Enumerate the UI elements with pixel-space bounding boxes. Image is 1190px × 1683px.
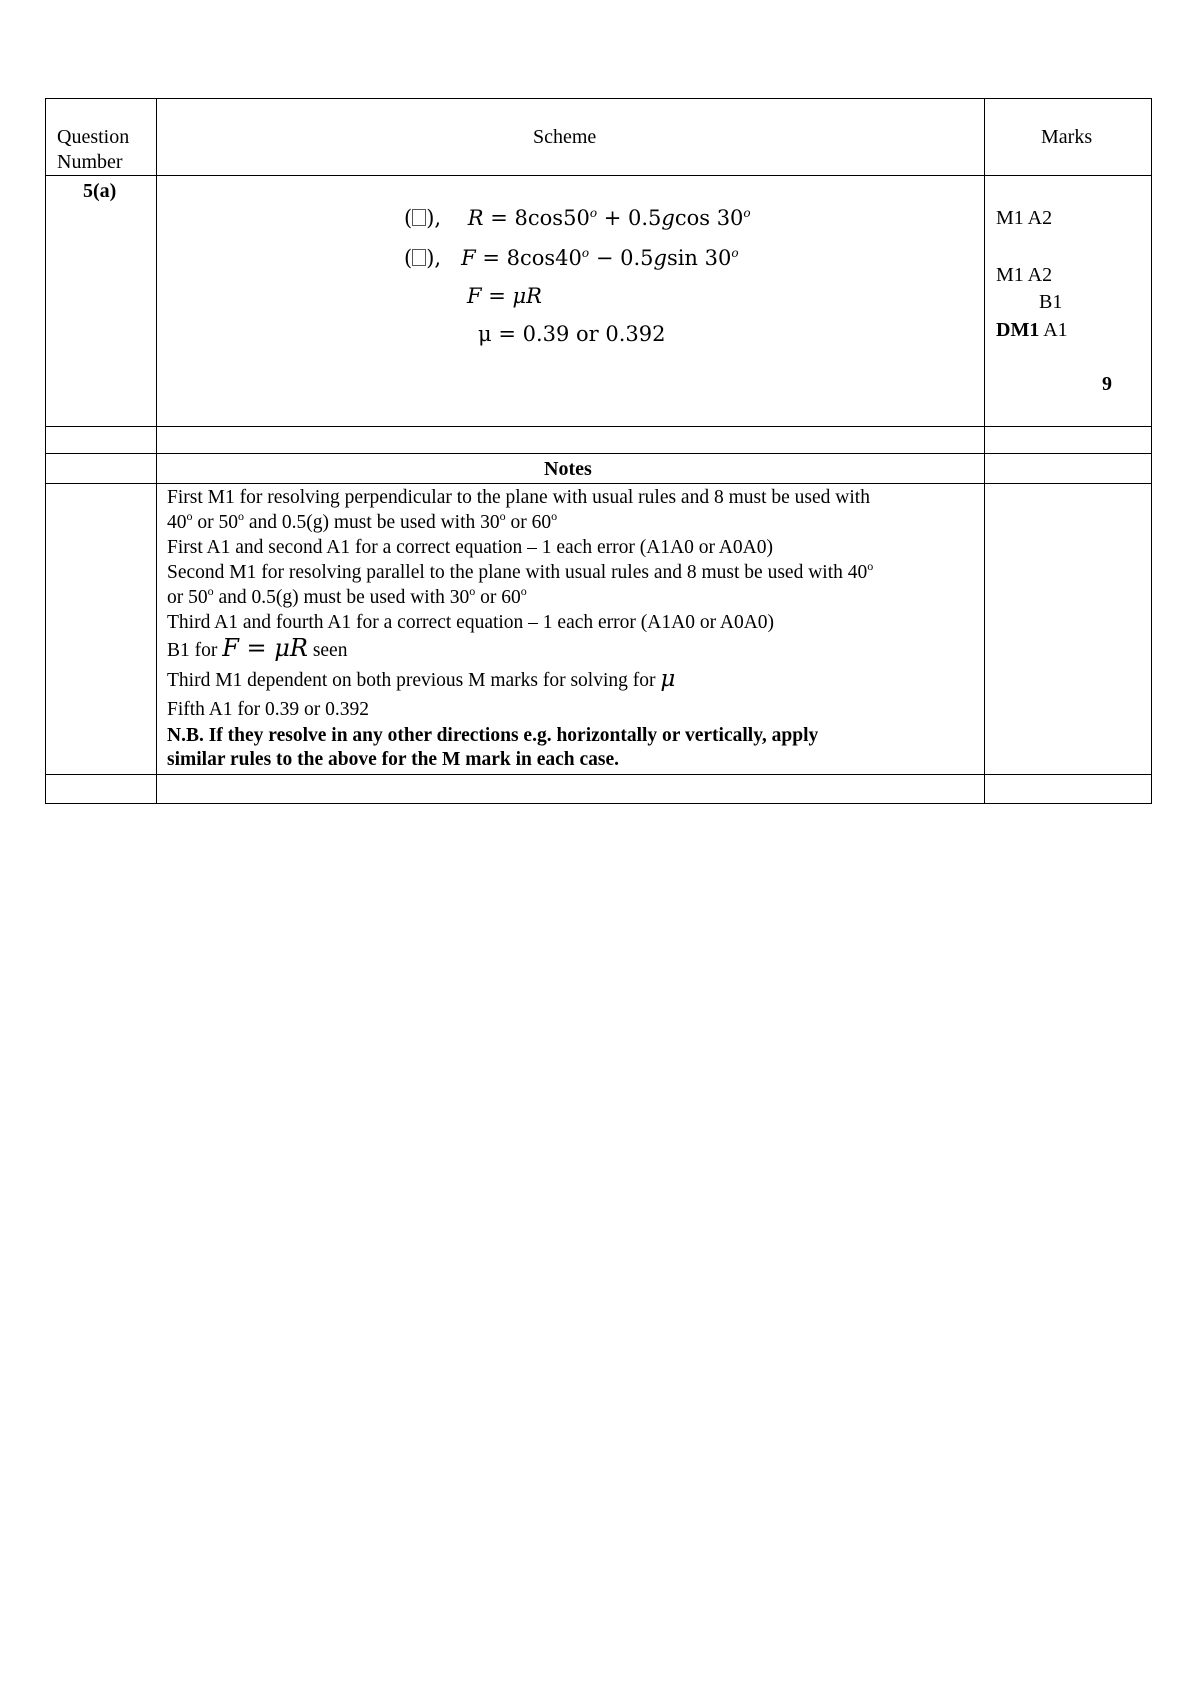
note-line-3: First A1 and second A1 for a correct equation – 1 each error (A1A0 or A0A0) <box>167 537 773 558</box>
table-border-left <box>45 98 46 804</box>
marks-row-4 <box>996 318 1068 342</box>
note8-mu: μ <box>660 666 676 692</box>
note7-b: seen <box>307 640 348 661</box>
note5-c: or 60 <box>475 587 521 608</box>
paren-open-1: ( <box>404 206 413 230</box>
notes-heading: Notes <box>544 458 592 480</box>
eq1-suffix: ), <box>426 206 442 230</box>
eq1-g: g <box>661 206 675 230</box>
marks-row-1: M1 A2 <box>996 207 1053 229</box>
column-divider-2 <box>984 98 985 804</box>
eq2-sup1: o <box>581 246 590 260</box>
direction-arrow-icon <box>412 249 426 266</box>
note-line-6: Third A1 and fourth A1 for a correct equation – 1 each error (A1A0 or A0A0) <box>167 612 775 633</box>
marks-row-3: B1 <box>1039 291 1063 313</box>
header-question-number <box>57 125 129 175</box>
eq1-sup1: o <box>589 206 598 220</box>
row-divider-4 <box>45 774 1152 775</box>
direction-arrow-icon <box>412 209 426 226</box>
row-divider-2 <box>45 453 1152 454</box>
header-marks: Marks <box>1041 126 1093 148</box>
note-line-10: N.B. If they resolve in any other directions e.g. horizontally or vertically, apply <box>167 725 819 746</box>
question-number: 5(a) <box>83 180 117 202</box>
note2-b: or 50 <box>192 512 238 533</box>
equation-parallel <box>404 246 739 270</box>
eq2-rhs-a: = 8cos40 <box>475 246 582 270</box>
degree-sup: o <box>551 509 558 523</box>
eq2-suffix: ), <box>426 246 442 270</box>
note5-a: or 50 <box>167 587 208 608</box>
degree-sup: o <box>186 509 193 523</box>
eq1-rhs-b: + 0.5 <box>597 206 662 230</box>
note-line-1: First M1 for resolving perpendicular to the plane with usual rules and 8 must be used with <box>167 487 870 508</box>
column-divider-1 <box>156 98 157 804</box>
eq2-g: g <box>653 246 667 270</box>
eq1-rhs-c: cos 30 <box>674 206 744 230</box>
eq2-rhs-b: − 0.5 <box>589 246 654 270</box>
note8-a: Third M1 dependent on both previous M marks for solving for <box>167 670 661 691</box>
total-marks: 9 <box>1102 373 1112 395</box>
eq2-lhs: F <box>461 246 476 270</box>
note2-d: or 60 <box>505 512 552 533</box>
header-question-line1: Question <box>57 126 130 148</box>
table-border-right <box>1151 98 1152 804</box>
header-divider <box>45 175 1152 176</box>
note7-eq: F = μR <box>222 634 308 662</box>
note5-b: and 0.5(g) must be used with 30 <box>213 587 470 608</box>
note-line-5 <box>167 586 527 610</box>
note4-a: Second M1 for resolving parallel to the plane with usual rules and 8 must be used with 40 <box>167 562 868 583</box>
degree-sup: o <box>207 584 214 598</box>
row-divider-3 <box>45 483 1152 484</box>
degree-sup: o <box>499 509 506 523</box>
paren-open-2: ( <box>404 246 413 270</box>
eq1-lhs: R <box>467 206 484 230</box>
note-line-2 <box>167 511 557 535</box>
eq2-rhs-c: sin 30 <box>666 246 732 270</box>
degree-sup: o <box>867 559 874 573</box>
degree-sup: o <box>520 584 527 598</box>
table-border-top <box>45 98 1152 99</box>
note-line-9: Fifth A1 for 0.39 or 0.392 <box>167 699 370 720</box>
note-line-7 <box>167 636 347 663</box>
marks-a1: A1 <box>1039 319 1068 341</box>
friction-equation: F = μR <box>467 284 542 308</box>
note2-a: 40 <box>167 512 187 533</box>
degree-sup: o <box>238 509 244 523</box>
eq1-rhs-a: = 8cos50 <box>483 206 590 230</box>
note-line-11: similar rules to the above for the M mark in each case. <box>167 749 620 770</box>
note7-a: B1 for <box>167 640 223 661</box>
eq2-sup2: o <box>731 246 739 260</box>
header-question-line2: Number <box>57 151 123 173</box>
equation-perpendicular <box>404 206 751 230</box>
note-line-4 <box>167 561 873 585</box>
table-border-bottom <box>45 803 1152 804</box>
mu-result: μ = 0.39 or 0.392 <box>478 322 666 346</box>
degree-sup: o <box>469 584 476 598</box>
note2-c: and 0.5(g) must be used with 30 <box>244 512 500 533</box>
header-scheme: Scheme <box>533 126 597 148</box>
eq1-sup2: o <box>743 206 751 220</box>
row-divider-1 <box>45 426 1152 427</box>
marks-row-2: M1 A2 <box>996 264 1053 286</box>
marks-dm1: DM1 <box>996 319 1040 341</box>
note-line-8 <box>167 667 675 693</box>
